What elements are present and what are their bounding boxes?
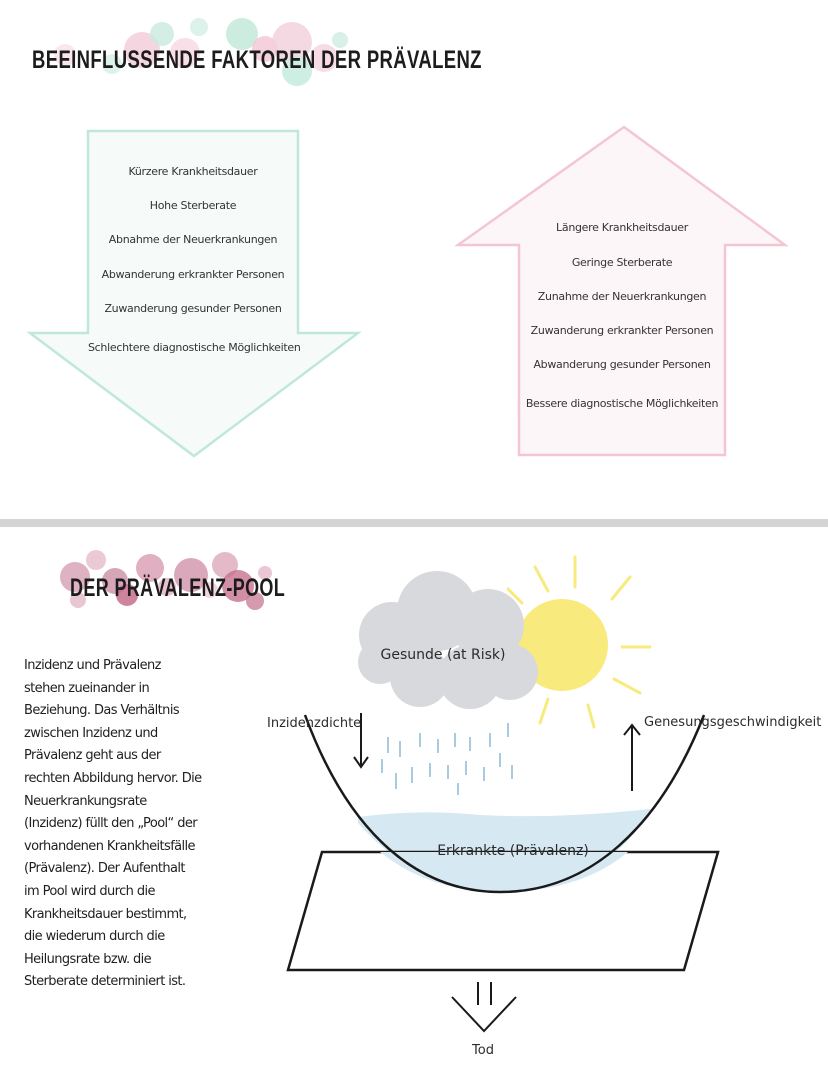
increase-factor-6: Bessere diagnostische Möglichkeiten (525, 397, 719, 410)
pool-description: Inzidenz und Prävalenz stehen zueinander in Beziehung. Das Verhältnis zwischen Inzidenz und Prävalenz geht aus der rechten Abbildung hervor. Die Neuerkrankungsrate (Inzidenz) füllt den „Pool“ der vorhandenen Krankheitsfälle (Prävalenz). Der Aufenthalt im Pool wird durch die Krankheitsdauer bestimmt, die wiederum durch die Heilungsrate bzw. die Sterberate determiniert ist. (24, 658, 202, 990)
death-label: Tod (472, 1043, 494, 1058)
cloud-label: Gesunde (at Risk) (380, 647, 506, 663)
decrease-factor-6: Schlechtere diagnostische Möglichkeiten (88, 341, 301, 354)
section-divider (0, 519, 828, 527)
section-title-pool: DER PRÄVALENZ-POOL (70, 574, 286, 602)
section-title-factors: BEEINFLUSSENDE FAKTOREN DER PRÄVALENZ (32, 46, 482, 74)
pool-label: Erkrankte (Prävalenz) (437, 843, 589, 859)
increase-factor-4: Zuwanderung erkrankter Personen (530, 324, 714, 337)
incidence-label: Inzidenzdichte (267, 716, 362, 731)
decrease-factor-3: Abnahme der Neuerkrankungen (108, 233, 278, 246)
death-arrow-icon (452, 982, 516, 1031)
increase-factor-1: Längere Krankheitsdauer (556, 221, 688, 234)
increase-factors-list (519, 0, 725, 520)
rain-icon (382, 723, 512, 795)
decrease-factors-list (88, 0, 301, 520)
decrease-factor-4: Abwanderung erkrankter Personen (101, 268, 285, 281)
increase-factor-5: Abwanderung gesunder Personen (533, 358, 711, 371)
increase-factor-3: Zunahme der Neuerkrankungen (537, 290, 707, 303)
decrease-factor-2: Hohe Sterberate (149, 199, 237, 212)
decrease-factor-5: Zuwanderung gesunder Personen (104, 302, 282, 315)
recovery-arrow-icon (624, 725, 640, 791)
increase-factor-2: Geringe Sterberate (571, 256, 673, 269)
prevalence-pool-diagram (0, 527, 828, 1069)
decrease-factor-1: Kürzere Krankheitsdauer (128, 165, 258, 178)
recovery-label: Genesungsgeschwindigkeit (644, 715, 822, 730)
